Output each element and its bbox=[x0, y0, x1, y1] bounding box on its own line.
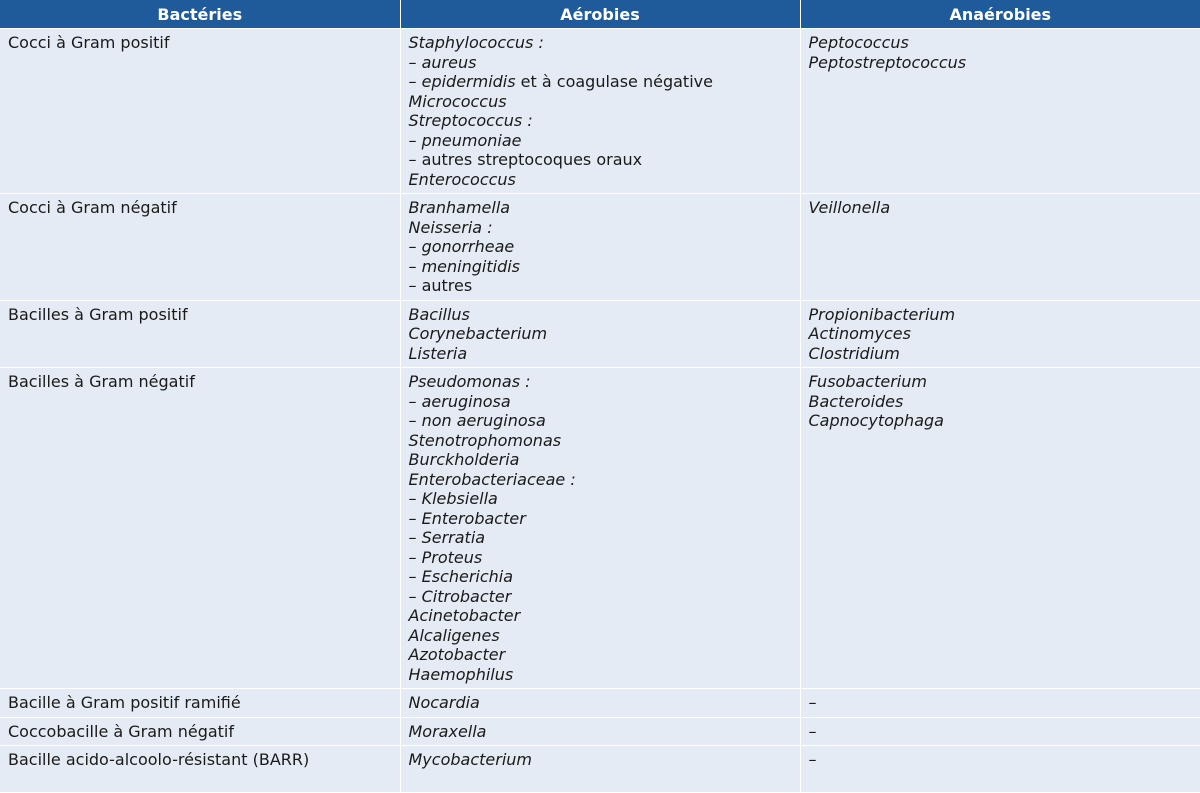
organism-text: epidermidis bbox=[421, 72, 516, 91]
organism-line bbox=[409, 150, 792, 170]
aerobes-cell bbox=[400, 194, 800, 301]
header-aerobies: Aérobies bbox=[400, 0, 800, 29]
aerobes-cell bbox=[400, 29, 800, 194]
organism-text: – bbox=[408, 411, 422, 430]
organism-line bbox=[809, 722, 1193, 742]
bacteria-label: Bacilles à Gram négatif bbox=[8, 372, 195, 391]
organism-line bbox=[409, 722, 792, 742]
organism-text: aeruginosa bbox=[421, 391, 511, 411]
organism-line bbox=[409, 305, 792, 325]
organism-line bbox=[809, 693, 1193, 713]
organism-text: – bbox=[408, 130, 422, 150]
organism-line bbox=[409, 606, 792, 626]
organism-text: Alcaligenes bbox=[408, 625, 500, 645]
organism-text: Enterobacteriaceae : bbox=[408, 469, 576, 489]
organism-line bbox=[409, 111, 792, 131]
anaerobes-cell bbox=[800, 29, 1200, 194]
organism-line bbox=[409, 170, 792, 190]
organism-line bbox=[409, 528, 792, 548]
organism-line bbox=[409, 324, 792, 344]
organism-text: meningitidis bbox=[421, 256, 521, 276]
organism-text: – bbox=[408, 237, 422, 256]
organism-line bbox=[409, 218, 792, 238]
organism-line bbox=[409, 392, 792, 412]
anaerobes-cell bbox=[800, 194, 1200, 301]
aerobes-cell bbox=[400, 368, 800, 689]
table-body bbox=[0, 29, 1200, 793]
organism-line bbox=[409, 567, 792, 587]
organism-line bbox=[809, 33, 1193, 53]
organism-line bbox=[409, 237, 792, 257]
aerobes-cell bbox=[400, 717, 800, 746]
organism-line bbox=[409, 53, 792, 73]
organism-text: aureus bbox=[421, 52, 477, 72]
organism-text: – bbox=[808, 750, 817, 769]
organism-text: – bbox=[408, 256, 422, 276]
header-bacteries: Bactéries bbox=[0, 0, 400, 29]
organism-text: Micrococcus bbox=[408, 91, 507, 111]
organism-text: Enterococcus bbox=[408, 169, 516, 189]
organism-text: Proteus bbox=[421, 547, 483, 567]
organism-text: Branhamella bbox=[408, 198, 511, 217]
organism-text: Mycobacterium bbox=[408, 750, 532, 769]
organism-text: Veillonella bbox=[808, 198, 891, 217]
organism-line bbox=[409, 72, 792, 92]
table-row bbox=[0, 746, 1200, 793]
organism-line bbox=[409, 548, 792, 568]
organism-text: – bbox=[408, 508, 422, 528]
aerobes-cell bbox=[400, 746, 800, 793]
organism-text: Actinomyces bbox=[808, 324, 911, 343]
organism-text: – autres bbox=[408, 276, 473, 295]
organism-text: – bbox=[408, 72, 422, 91]
organism-text: Nocardia bbox=[408, 693, 480, 712]
organism-text: Peptococcus bbox=[808, 33, 909, 52]
organism-line bbox=[409, 509, 792, 529]
organism-text: Klebsiella bbox=[421, 489, 498, 508]
organism-line bbox=[809, 324, 1193, 344]
anaerobes-cell bbox=[800, 300, 1200, 368]
organism-text: Moraxella bbox=[408, 721, 487, 741]
organism-text: – bbox=[408, 52, 422, 72]
anaerobes-cell bbox=[800, 368, 1200, 689]
organism-line bbox=[409, 344, 792, 364]
table-row bbox=[0, 717, 1200, 746]
organism-text: Capnocytophaga bbox=[808, 411, 944, 430]
header-row bbox=[0, 0, 1200, 29]
organism-text: Serratia bbox=[421, 528, 486, 547]
bacteria-label: Bacilles à Gram positif bbox=[8, 304, 188, 324]
bacteria-cell bbox=[0, 29, 400, 194]
organism-line bbox=[809, 411, 1193, 431]
organism-line bbox=[409, 276, 792, 296]
organism-text: Streptococcus : bbox=[408, 111, 533, 130]
organism-text: – autres streptocoques oraux bbox=[408, 150, 643, 169]
bacteria-cell bbox=[0, 194, 400, 301]
organism-text: non aeruginosa bbox=[421, 411, 546, 430]
organism-text: – bbox=[408, 586, 422, 606]
organism-line bbox=[409, 450, 792, 470]
organism-line bbox=[409, 693, 792, 713]
organism-text: – bbox=[408, 567, 422, 586]
bacteria-cell bbox=[0, 689, 400, 718]
organism-text: gonorrheae bbox=[421, 237, 515, 256]
organism-text: – bbox=[808, 721, 817, 741]
organism-text: Peptostreptococcus bbox=[808, 52, 967, 72]
organism-line bbox=[409, 665, 792, 685]
organism-line bbox=[409, 257, 792, 277]
organism-text: Pseudomonas : bbox=[408, 372, 531, 391]
bacteria-label: Bacille à Gram positif ramifié bbox=[8, 693, 241, 712]
organism-text: Listeria bbox=[408, 343, 468, 363]
organism-line bbox=[809, 53, 1193, 73]
aerobes-cell bbox=[400, 300, 800, 368]
organism-line bbox=[809, 305, 1193, 325]
organism-text: Bacteroides bbox=[808, 391, 904, 411]
organism-line bbox=[809, 372, 1193, 392]
organism-text: Burckholderia bbox=[408, 450, 520, 469]
header-anaerobies: Anaérobies bbox=[800, 0, 1200, 29]
organism-text: Bacillus bbox=[408, 304, 470, 324]
organism-text: – bbox=[408, 528, 422, 547]
table-row bbox=[0, 300, 1200, 368]
table-row bbox=[0, 194, 1200, 301]
anaerobes-cell bbox=[800, 717, 1200, 746]
organism-line bbox=[409, 92, 792, 112]
organism-line bbox=[409, 750, 792, 770]
organism-text: Citrobacter bbox=[421, 586, 512, 606]
bacteria-label: Cocci à Gram négatif bbox=[8, 198, 177, 217]
organism-text: Fusobacterium bbox=[808, 372, 927, 391]
bacteria-cell bbox=[0, 300, 400, 368]
organism-text: Enterobacter bbox=[421, 508, 526, 528]
organism-text: Neisseria : bbox=[408, 217, 493, 237]
bacteria-label: Bacille acido-alcoolo-résistant (BARR) bbox=[8, 750, 310, 769]
bacteria-cell bbox=[0, 717, 400, 746]
organism-text: Azotobacter bbox=[408, 645, 506, 664]
organism-line bbox=[409, 372, 792, 392]
organism-line bbox=[809, 750, 1193, 770]
organism-line bbox=[809, 198, 1193, 218]
bacteria-cell bbox=[0, 746, 400, 793]
organism-text: – bbox=[808, 693, 817, 712]
organism-line bbox=[409, 431, 792, 451]
organism-text: et à coagulase négative bbox=[515, 72, 713, 91]
organism-line bbox=[409, 489, 792, 509]
organism-text: Acinetobacter bbox=[408, 606, 521, 625]
table-row bbox=[0, 368, 1200, 689]
organism-line bbox=[409, 587, 792, 607]
organism-text: Escherichia bbox=[421, 567, 514, 586]
organism-text: – bbox=[408, 489, 422, 508]
organism-text: – bbox=[408, 391, 422, 411]
organism-text: pneumoniae bbox=[421, 130, 522, 150]
bacteria-cell bbox=[0, 368, 400, 689]
aerobes-cell bbox=[400, 689, 800, 718]
organism-line bbox=[409, 470, 792, 490]
organism-text: Stenotrophomonas bbox=[408, 430, 562, 450]
organism-line bbox=[409, 198, 792, 218]
organism-line bbox=[409, 131, 792, 151]
organism-line bbox=[409, 411, 792, 431]
organism-text: Propionibacterium bbox=[808, 304, 956, 324]
organism-line bbox=[409, 626, 792, 646]
organism-text: Staphylococcus : bbox=[408, 33, 544, 52]
organism-text: Clostridium bbox=[808, 343, 900, 363]
organism-text: Corynebacterium bbox=[408, 324, 548, 343]
organism-line bbox=[409, 645, 792, 665]
organism-text: Haemophilus bbox=[408, 664, 514, 684]
table-row bbox=[0, 689, 1200, 718]
anaerobes-cell bbox=[800, 689, 1200, 718]
table-row bbox=[0, 29, 1200, 194]
anaerobes-cell bbox=[800, 746, 1200, 793]
organism-line bbox=[409, 33, 792, 53]
organism-line bbox=[809, 344, 1193, 364]
organism-text: – bbox=[408, 547, 422, 567]
bacteria-label: Cocci à Gram positif bbox=[8, 33, 170, 52]
bacteria-label: Coccobacille à Gram négatif bbox=[8, 721, 235, 741]
organism-line bbox=[809, 392, 1193, 412]
